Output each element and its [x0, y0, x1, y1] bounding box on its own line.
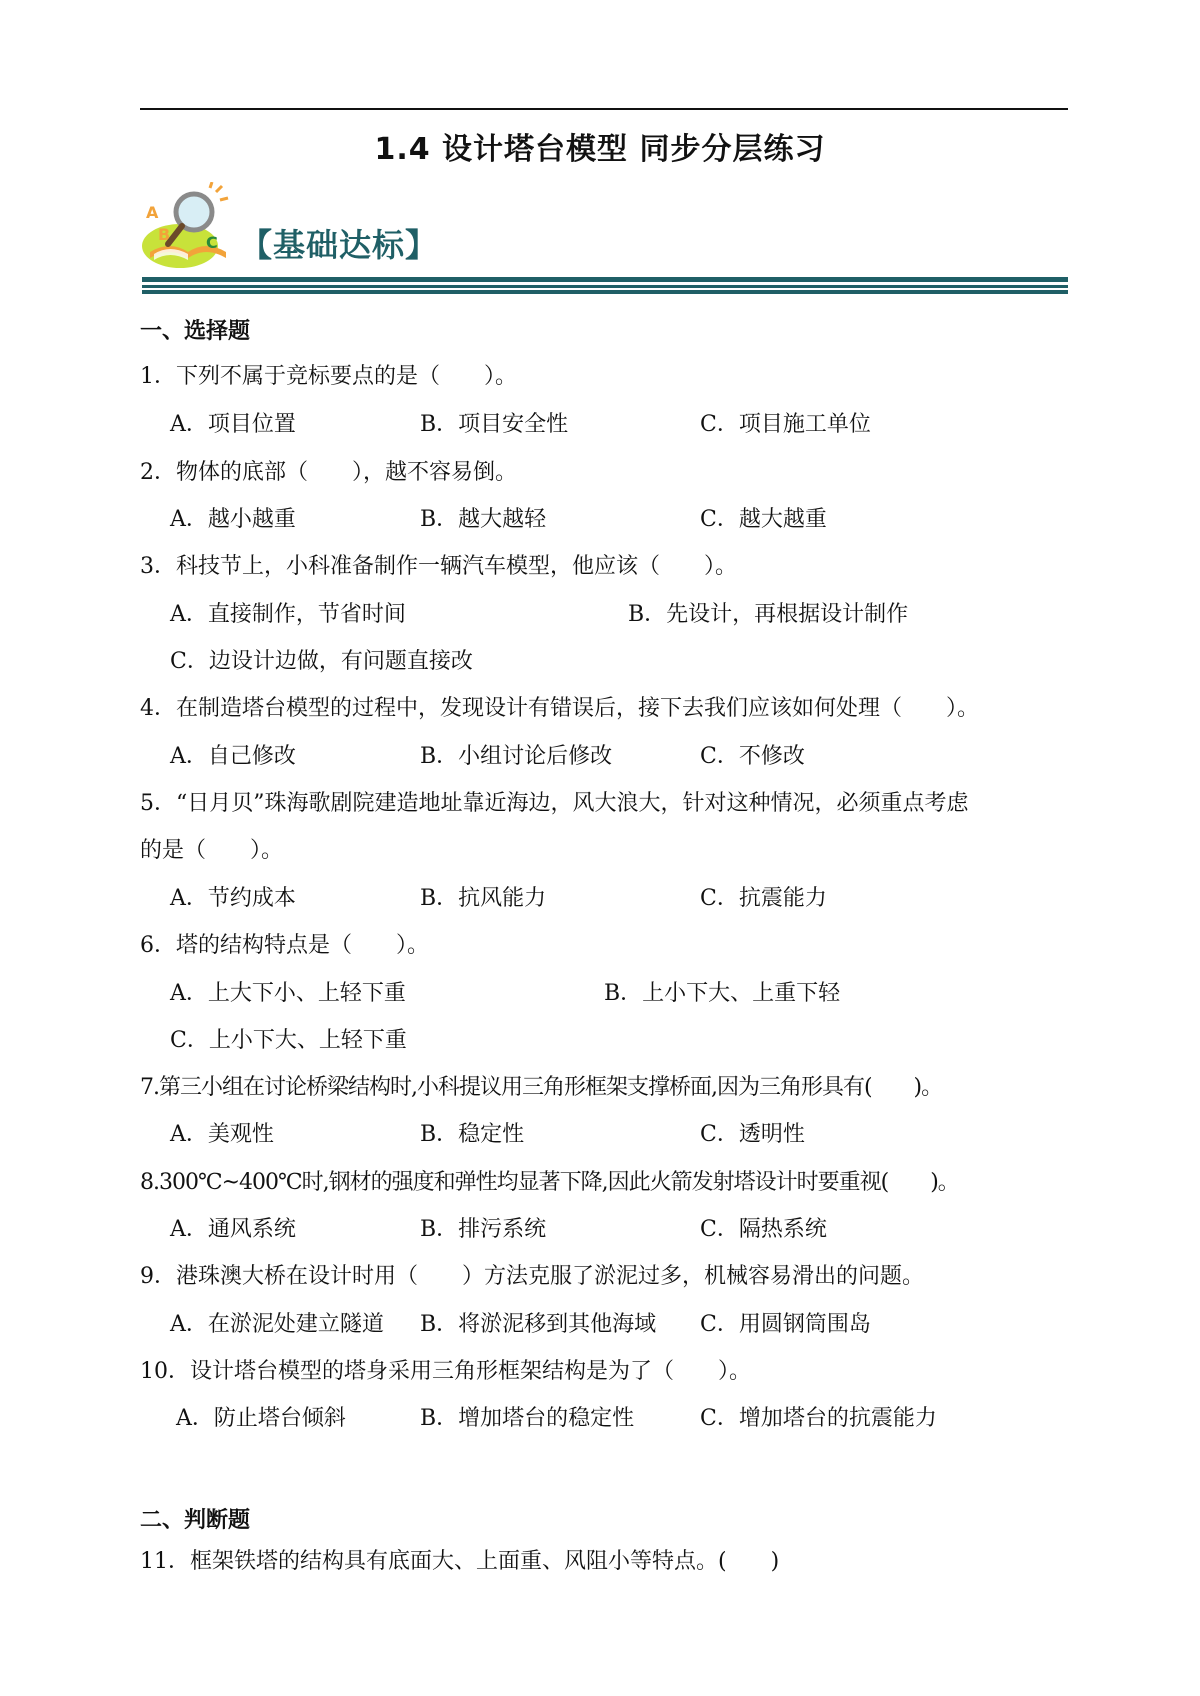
option: B．将淤泥移到其他海域: [420, 1312, 657, 1337]
svg-text:A: A: [146, 203, 159, 222]
question-stem: 6．塔的结构特点是（ ）。: [140, 933, 429, 958]
question-stem-continued: 的是（ ）。: [140, 838, 284, 863]
option: B．排污系统: [420, 1217, 547, 1242]
question-stem: 9．港珠澳大桥在设计时用（ ）方法克服了淤泥过多，机械容易滑出的问题。: [140, 1264, 924, 1289]
option: C．不修改: [700, 744, 805, 769]
abc-magnifier-icon: [140, 182, 240, 274]
section-heading-judge: 二、判断题: [140, 1508, 251, 1533]
option: C．透明性: [700, 1122, 805, 1147]
banner-label: 【基础达标】: [240, 226, 439, 264]
option: B．抗风能力: [420, 886, 547, 911]
svg-text:B: B: [158, 225, 171, 244]
question-stem: 7.第三小组在讨论桥梁结构时,小科提议用三角形框架支撑桥面,因为三角形具有( )。: [140, 1075, 943, 1100]
option: C．用圆钢筒围岛: [700, 1312, 871, 1337]
option: A．自己修改: [170, 744, 296, 769]
option: B．越大越轻: [420, 507, 547, 532]
top-rule: [140, 108, 1068, 110]
option: A．在淤泥处建立隧道: [170, 1312, 384, 1337]
question-stem: 4．在制造塔台模型的过程中，发现设计有错误后，接下去我们应该如何处理（ ）。: [140, 696, 979, 721]
svg-text:C: C: [206, 233, 218, 252]
option: A．防止塔台倾斜: [176, 1406, 346, 1431]
option: B．增加塔台的稳定性: [420, 1406, 635, 1431]
question-stem: 1．下列不属于竞标要点的是（ ）。: [140, 364, 517, 389]
option: C．隔热系统: [700, 1217, 827, 1242]
question-stem: 8.300℃~400℃时,钢材的强度和弹性均显著下降,因此火箭发射塔设计时要重视( )。: [140, 1170, 959, 1195]
option: A．越小越重: [170, 507, 296, 532]
question-stem: 11．框架铁塔的结构具有底面大、上面重、风阻小等特点。( ): [140, 1549, 780, 1574]
option: B．项目安全性: [420, 412, 569, 437]
option: B．上小下大、上重下轻: [604, 981, 841, 1006]
option: B．先设计，再根据设计制作: [628, 602, 909, 627]
option: C．抗震能力: [700, 886, 827, 911]
question-stem: 3．科技节上，小科准备制作一辆汽车模型，他应该（ ）。: [140, 554, 737, 579]
section-banner: [140, 182, 1080, 294]
option: A．通风系统: [170, 1217, 296, 1242]
question-stem: 5．“日月贝”珠海歌剧院建造地址靠近海边，风大浪大，针对这种情况，必须重点考虑: [140, 791, 969, 816]
option: A．美观性: [170, 1122, 274, 1147]
option: A．直接制作，节省时间: [170, 602, 406, 627]
option: C．项目施工单位: [700, 412, 871, 437]
option: A．项目位置: [170, 412, 296, 437]
option: B．小组讨论后修改: [420, 744, 613, 769]
page-title: 1.4 设计塔台模型 同步分层练习: [374, 132, 826, 167]
option: C．越大越重: [700, 507, 827, 532]
option: C．上小下大、上轻下重: [170, 1028, 407, 1053]
banner-rule: [142, 285, 1068, 288]
question-stem: 2．物体的底部（ ），越不容易倒。: [140, 460, 517, 485]
banner-rule: [142, 277, 1068, 282]
option: B．稳定性: [420, 1122, 525, 1147]
option: A．上大下小、上轻下重: [170, 981, 406, 1006]
banner-rule: [142, 290, 1068, 294]
option: A．节约成本: [170, 886, 296, 911]
option: C．边设计边做，有问题直接改: [170, 649, 473, 674]
question-stem: 10．设计塔台模型的塔身采用三角形框架结构是为了（ ）。: [140, 1359, 751, 1384]
option: C．增加塔台的抗震能力: [700, 1406, 937, 1431]
section-heading-choice: 一、选择题: [140, 319, 251, 344]
